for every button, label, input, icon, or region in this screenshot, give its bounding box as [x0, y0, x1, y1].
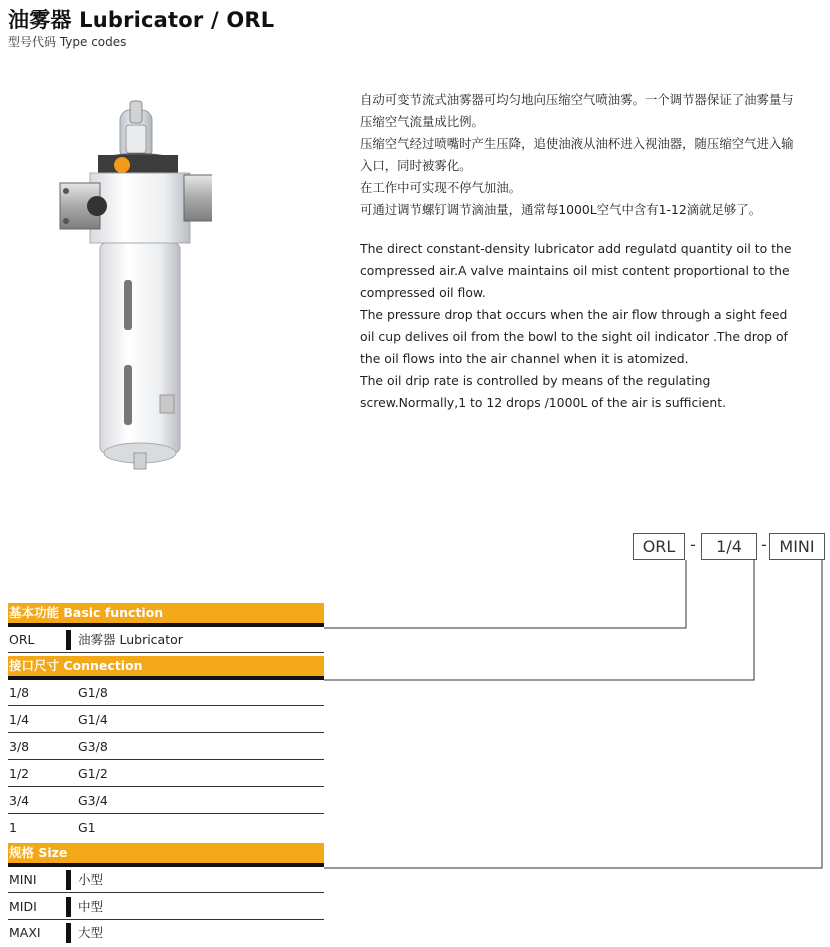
table-row [8, 735, 324, 760]
connector-function [324, 560, 686, 628]
row-code: 3/4 [9, 793, 30, 808]
row-code: MIDI [9, 899, 37, 914]
row-value: 小型 [78, 872, 104, 887]
page-title: 油雾器 Lubricator / ORL [8, 8, 275, 32]
row-divider [66, 897, 71, 917]
type-code-size: MINI [769, 533, 825, 560]
table-row [8, 921, 324, 945]
connector-size [324, 560, 822, 868]
row-value: G1/2 [78, 766, 108, 781]
row-value: G3/8 [78, 739, 108, 754]
section-header-connection: 接口尺寸 Connection [8, 656, 324, 676]
row-value: G1 [78, 820, 96, 835]
table-row [8, 895, 324, 920]
row-value: G1/4 [78, 712, 108, 727]
description-zh-paragraph: 可通过调节螺钉调节滴油量，通常每1000L空气中含有1-12滴就足够了。 [360, 202, 762, 217]
description-en-paragraph: The oil drip rate is controlled by means of the regulating screw.Normally,1 to 12 drops /1000L of the air is sufficient. [360, 373, 727, 410]
row-value: 中型 [78, 899, 104, 914]
type-code-separator: - [690, 535, 696, 554]
table-row [8, 816, 324, 840]
row-divider [66, 923, 71, 943]
description-en-paragraph: The direct constant-density lubricator add regulatd quantity oil to the compressed air.A valve maintains oil mist content proportional to the compressed oil flow. [360, 241, 792, 300]
page-subtitle: 型号代码 Type codes [8, 35, 127, 49]
section-header-basic-function: 基本功能 Basic function [8, 603, 324, 623]
description-zh-paragraph: 在工作中可实现不停气加油。 [360, 180, 522, 195]
row-value: G1/8 [78, 685, 108, 700]
description-zh-paragraph: 压缩空气经过喷嘴时产生压降，追使油液从油杯进入视油器，随压缩空气进入输入口，同时被雾化。 [360, 136, 794, 173]
table-row [8, 868, 324, 893]
connector-connection [324, 560, 754, 680]
row-code: 1/4 [9, 712, 30, 727]
row-value: G3/4 [78, 793, 108, 808]
type-code-separator: - [761, 535, 767, 554]
table-row [8, 708, 324, 733]
row-value: 大型 [78, 925, 104, 940]
type-code-function: ORL [633, 533, 685, 560]
row-code: 1/8 [9, 685, 30, 700]
table-row [8, 789, 324, 814]
description-en-paragraph: The pressure drop that occurs when the air flow through a sight feed oil cup delives oil from the bowl to the sight oil indicator .The drop of the oil flows into the air channel when it is atomized. [360, 307, 788, 366]
type-code-connection: 1/4 [701, 533, 757, 560]
table-row [8, 628, 324, 653]
row-divider [66, 870, 71, 890]
row-divider [66, 630, 71, 650]
row-code: 1/2 [9, 766, 30, 781]
section-header-size: 规格 Size [8, 843, 324, 863]
table-row [8, 681, 324, 706]
row-code: MAXI [9, 925, 41, 940]
row-code: MINI [9, 872, 37, 887]
row-value: 油雾器 Lubricator [78, 632, 183, 647]
row-code: 1 [9, 820, 17, 835]
description-zh-paragraph: 自动可变节流式油雾器可均匀地向压缩空气喷油雾。一个调节器保证了油雾量与压缩空气流量成比例。 [360, 92, 794, 129]
row-code: ORL [9, 632, 35, 647]
table-row [8, 762, 324, 787]
row-code: 3/8 [9, 739, 30, 754]
